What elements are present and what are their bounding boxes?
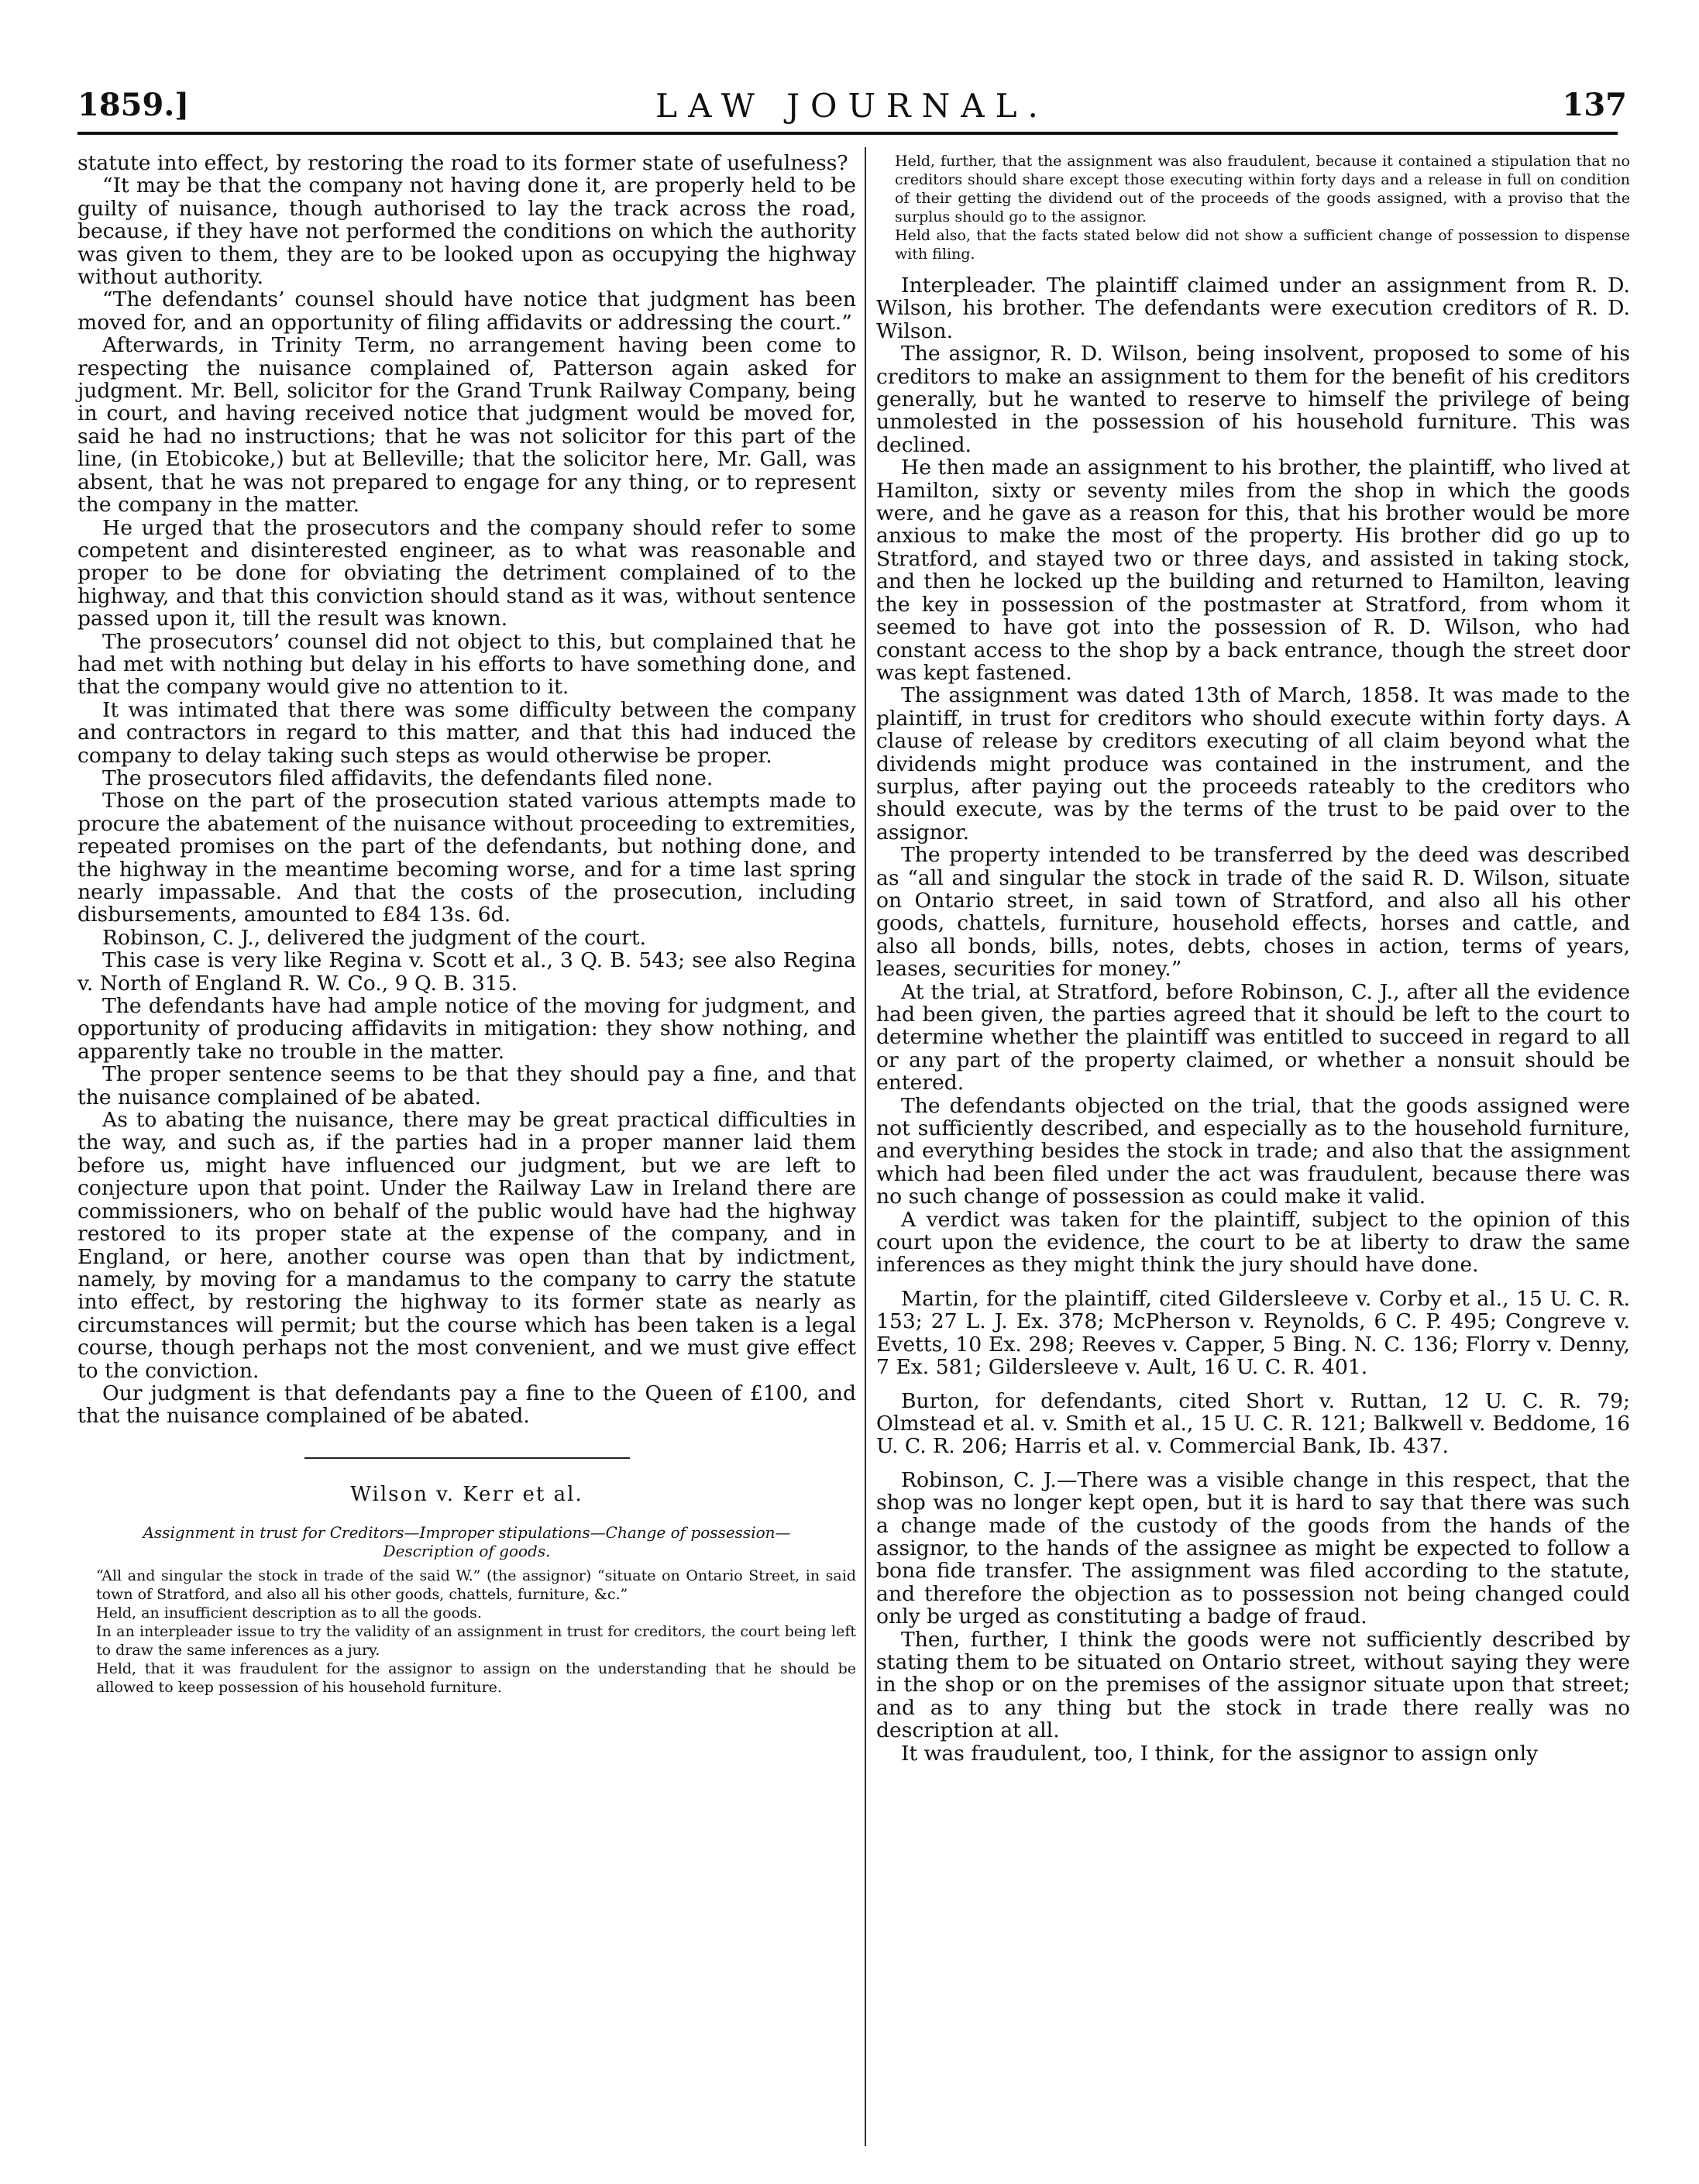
paragraph: “The defendants’ counsel should have notice that judgment has been moved for, and an opportunity of filing affidavits or addressing the court.” [77, 287, 856, 335]
header-page-number: 137 [1562, 87, 1627, 123]
paragraph: He then made an assignment to his brother, the plaintiff, who lived at Hamilton, sixty or seventy miles from the shop in which the goods were, and he gave as a reason for this, that his brother would be more anxious to make the most of the property. His brother did go up to Stratford, and stayed two or three days, and assisted in taking stock, and then he locked up the building and returned to Hamilton, leaving the key in possession of the postmaster at Stratford, from whom it seemed to have got into the possession of R. D. Wilson, who had constant access to the shop by a back entrance, though the street door was kept fastened. [876, 456, 1630, 685]
paragraph: Those on the part of the prosecution stated various attempts made to procure the abatement of the nuisance without proceeding to extremities, repeated promises on the part of the defendants, but nothing done, and the highway in the meantime becoming worse, and for a time last spring nearly impassable. And that the costs of the prosecution, including disbursements, amounted to £84 13s. 6d. [77, 789, 856, 927]
head-note: In an interpleader issue to try the validity of an assignment in trust for creditors, the court being left to draw the same inferences as a jury. [96, 1623, 856, 1659]
head-notes [77, 1567, 856, 1697]
paragraph: Our judgment is that defendants pay a fine to the Queen of £100, and that the nuisance complained of be abated. [77, 1381, 856, 1429]
paragraph: The prosecutors filed affidavits, the defendants filed none. [102, 765, 714, 790]
case-title: Wilson v. Kerr et al. [350, 1482, 583, 1506]
paragraph: This case is very like Regina v. Scott et al., 3 Q. B. 543; see also Regina v. North of England R. W. Co., 9 Q. B. 315. [77, 948, 856, 996]
paragraph: The property intended to be transferred by the deed was described as “all and singular the stock in trade of the said R. D. Wilson, situate on Ontario street, in said town of Stratford, and also all his other goods, chattels, furniture, household effects, horses and cattle, and also all bonds, bills, notes, debts, choses in action, terms of years, leases, securities for money.” [876, 843, 1630, 982]
paragraph: It was fraudulent, too, I think, for the assignor to assign only [901, 1741, 1539, 1766]
left-column [77, 152, 856, 1697]
paragraph: The defendants have had ample notice of the moving for judgment, and opportunity of producing affidavits in mitigation: they show nothing, and apparently take no trouble in the matter. [77, 994, 856, 1064]
paragraph: The assignor, R. D. Wilson, being insolvent, proposed to some of his creditors to make an assignment to them for the benefit of his creditors generally, but he wanted to reserve to himself the privilege of being unmolested in the possession of his household furniture. This was declined. [876, 342, 1630, 457]
header-rule [77, 132, 1618, 135]
head-note: Held also, that the facts stated below did not show a sufficient change of possession to dispense with filing. [895, 227, 1630, 263]
head-note: Held, further, that the assignment was also fraudulent, because it contained a stipulation that no creditors should share except those executing within forty days and a release in full on condition of their getting the dividend out of the proceeds of the goods assigned, with a proviso that the surplus should go to the assignor. [895, 153, 1630, 225]
column-divider [865, 147, 866, 2146]
paragraph: Robinson, C. J., delivered the judgment of the court. [102, 925, 646, 950]
paragraph: The defendants objected on the trial, that the goods assigned were not sufficiently described, and especially as to the household furniture, and everything besides the stock in trade; and also that the assignment which had been filed under the act was fraudulent, because there was no such change of possession as could make it valid. [876, 1093, 1630, 1209]
paragraph: Afterwards, in Trinity Term, no arrangement having been come to respecting the nuisance complained of, Patterson again asked for judgment. Mr. Bell, solicitor for the Grand Trunk Railway Company, being in court, and having received notice that judgment would be moved for, said he had no instructions; that he was not solicitor for this part of the line, (in Etobicoke,) but at Belleville; that the solicitor here, Mr. Gall, was absent, that he was not prepared to engage for any thing, or to represent the company in the matter. [77, 333, 856, 518]
paragraph: It was intimated that there was some difficulty between the company and contractors in regard to this matter, and that this had induced the company to delay taking such steps as would otherwise be proper. [77, 697, 856, 768]
header-year: 1859.] [77, 87, 190, 123]
paragraph: Interpleader. The plaintiff claimed under an assignment from R. D. Wilson, his brother. The defendants were execution creditors of R. D. Wilson. [876, 273, 1630, 343]
case-subtitle: Assignment in trust for Creditors—Improper stipulations—Change of possession—Description of goods. [143, 1523, 791, 1561]
header-title: LAW JOURNAL. [655, 87, 1049, 125]
head-notes-continued [876, 152, 1630, 263]
paragraph: The assignment was dated 13th of March, 1858. It was made to the plaintiff, in trust for creditors who should execute within forty days. A clause of release by creditors executing of all claim beyond what the dividends might produce was contained in the instrument, and the surplus, after paying out the proceeds rateably to the creditors who should execute, was by the terms of the trust to be paid over to the assignor. [876, 683, 1630, 844]
paragraph: As to abating the nuisance, there may be great practical difficulties in the way, and such as, if the parties had in a proper manner laid them before us, might have influenced our judgment, but we are left to conjecture upon that point. Under the Railway Law in Ireland there are commissioners, who on behalf of the public would have had the highway restored to its proper state at the expense of the company, and in England, or here, another course was open than that by indictment, namely, by moving for a mandamus to the company to carry the statute into effect, by restoring the highway to its former state as nearly as circumstances will permit; but the course which has been taken is a legal course, though perhaps not the most convenient, and we must give effect to the conviction. [77, 1108, 856, 1383]
paragraph: At the trial, at Stratford, before Robinson, C. J., after all the evidence had been given, the parties agreed that it should be left to the court to determine whether the plaintiff was entitled to succeed in regard to all or any part of the property claimed, or whether a nonsuit should be entered. [876, 979, 1630, 1095]
head-note: Held, that it was fraudulent for the assignor to assign on the understanding that he should be allowed to keep possession of his household furniture. [96, 1660, 856, 1697]
paragraph: A verdict was taken for the plaintiff, subject to the opinion of this court upon the evidence, the court to be at liberty to draw the same inferences as they might think the jury should have done. [876, 1207, 1630, 1278]
head-note: Held, an insufficient description as to all the goods. [96, 1604, 482, 1622]
head-note: “All and singular the stock in trade of the said W.” (the assignor) “situate on Ontario Street, in said town of Stratford, and also all his other goods, chattels, furniture, &c.” [96, 1567, 856, 1604]
paragraph: He urged that the prosecutors and the company should refer to some competent and disinterested engineer, as to what was reasonable and proper to be done for obviating the detriment complained of to the highway, and that this conviction should stand as it was, without sentence passed upon it, till the result was known. [77, 515, 856, 631]
paragraph: The proper sentence seems to be that they should pay a fine, and that the nuisance complained of be abated. [77, 1062, 856, 1109]
paragraph: Martin, for the plaintiff, cited Gildersleeve v. Corby et al., 15 U. C. R. 153; 27 L. J. Ex. 378; McPherson v. Reynolds, 6 C. P. 495; Congreve v. Evetts, 10 Ex. 298; Reeves v. Capper, 5 Bing. N. C. 136; Florry v. Denny, 7 Ex. 581; Gildersleeve v. Ault, 16 U. C. R. 401. [876, 1286, 1630, 1380]
paragraph: The prosecutors’ counsel did not object to this, but complained that he had met with nothing but delay in his efforts to have something done, and that the company would give no attention to it. [77, 629, 856, 700]
paragraph: “It may be that the company not having done it, are properly held to be guilty of nuisance, though authorised to lay the track across the road, because, if they have not performed the conditions on which the authority was given to them, they are to be looked upon as occupying the highway without authority. [77, 174, 856, 290]
paragraph: Then, further, I think the goods were not sufficiently described by stating them to be situated on Ontario street, without saying they were in the shop or on the premises of the assignor situate upon that street; and as to any thing but the stock in trade there really was no description at all. [876, 1627, 1630, 1743]
right-column [876, 152, 1630, 1765]
section-rule [304, 1457, 630, 1459]
paragraph: Burton, for defendants, cited Short v. Ruttan, 12 U. C. R. 79; Olmstead et al. v. Smith et al., 15 U. C. R. 121; Balkwell v. Beddome, 16 U. C. R. 206; Harris et al. v. Commercial Bank, Ib. 437. [876, 1388, 1630, 1459]
paragraph: statute into effect, by restoring the road to its former state of usefulness? [77, 151, 848, 175]
page-header [77, 87, 1627, 133]
paragraph: Robinson, C. J.—There was a visible change in this respect, that the shop was no longer kept open, but it is hard to say that there was such a change made of the custody of the goods from the hands of the assignor, to the hands of the assignee as might be expected to follow a bona fide transfer. The assignment was filed according to the statute, and therefore the objection as to possession not being changed could only be urged as constituting a badge of fraud. [876, 1467, 1630, 1629]
